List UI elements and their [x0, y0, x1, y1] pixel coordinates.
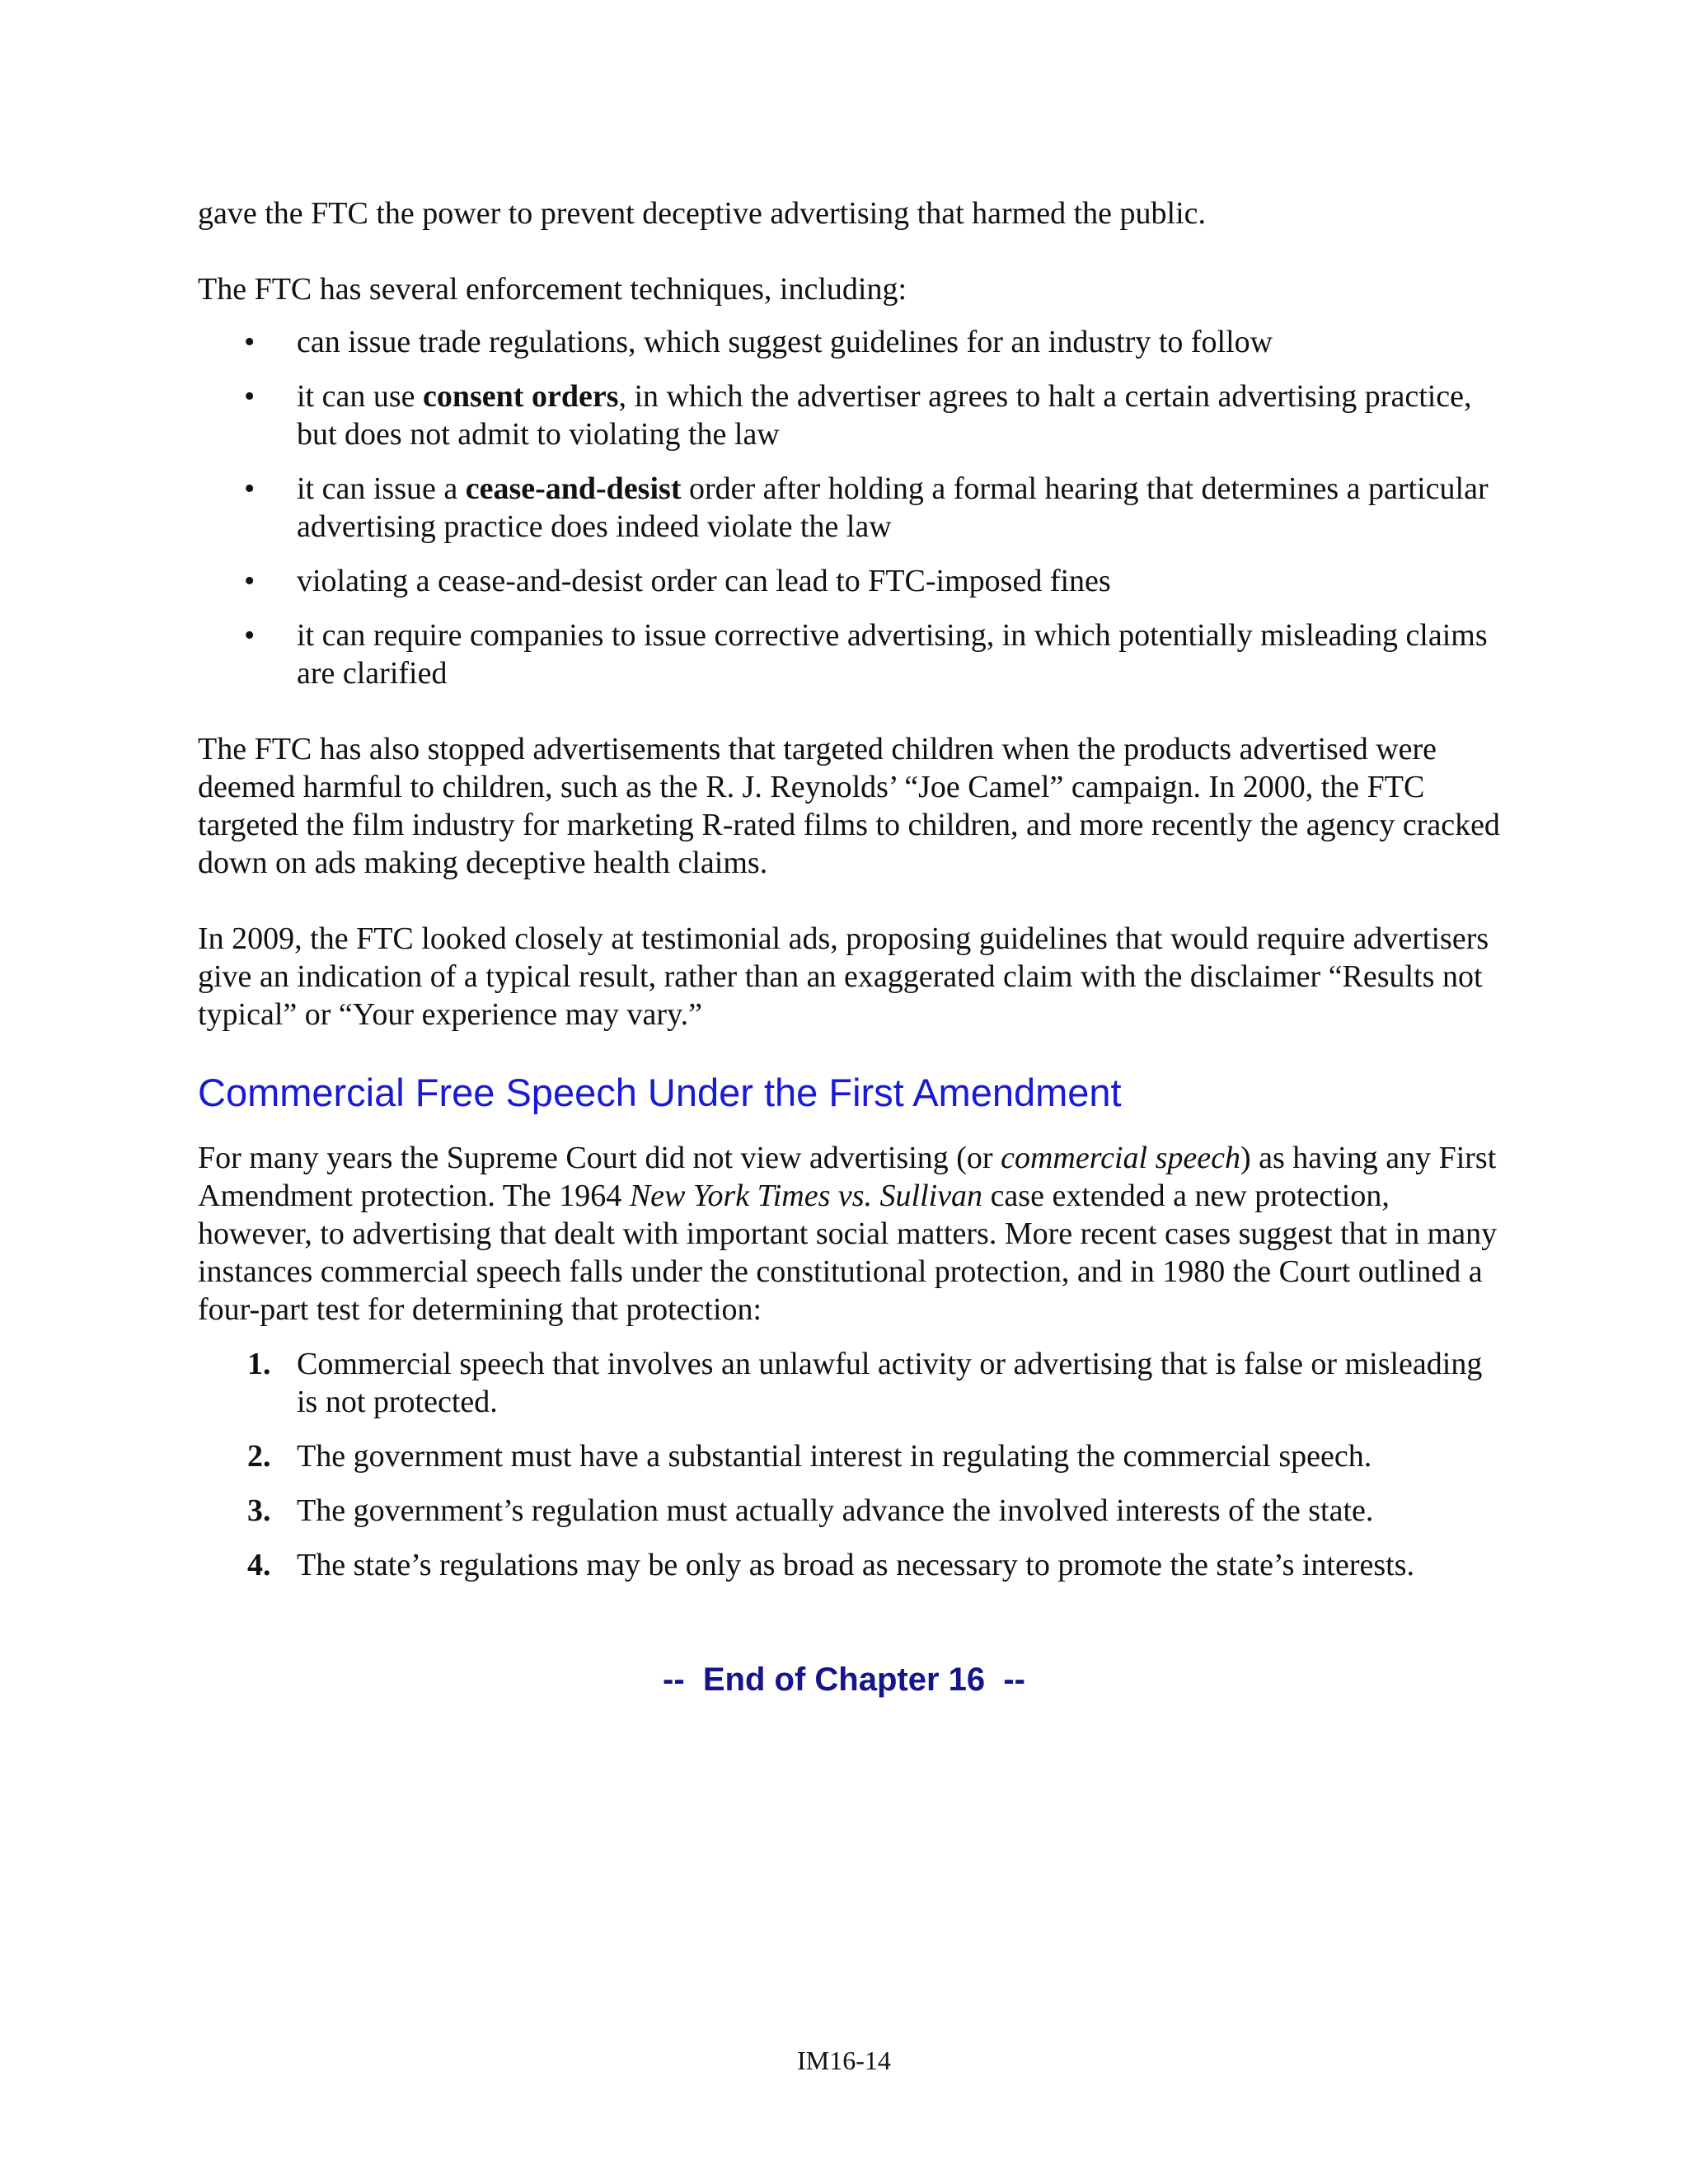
list-item-text: can issue trade regulations, which suggest guidelines for an industry to follow — [297, 325, 1273, 359]
numbered-item — [198, 1437, 1508, 1475]
numbered-item-text: The government must have a substantial interest in regulating the commercial speech. — [297, 1439, 1372, 1474]
text-run: case extended a new protection, however, to advertising that dealt with important social matters. More recent cases suggest that in many instances commercial speech falls under the constitutional protection, and in 1980 the Court outlined a four-part test for determining that protection: — [198, 1179, 1498, 1327]
end-of-chapter-marker: -- End of Chapter 16 -- — [663, 1661, 1025, 1698]
numbered-item — [198, 1546, 1508, 1584]
bullet-marker: • — [244, 564, 256, 598]
text-run: ) as having any First Amendment protection. The 1964 — [198, 1141, 1497, 1213]
bold-term: cease-and-desist — [465, 471, 682, 506]
list-item-text: it can use — [297, 379, 424, 414]
item-number: 1. — [247, 1347, 271, 1381]
children-paragraph: The FTC has also stopped advertisements that targeted children when the products advertised were deemed harmful to children, such as the R. J. Reynolds’ “Joe Camel” campaign. In 2000, the FTC targeted the film industry for marketing R-rated films to children, and more recently the agency cracked down on ads making deceptive health claims. — [198, 732, 1500, 880]
numbered-item-text: The government’s regulation must actually advance the involved interests of the state. — [297, 1493, 1374, 1528]
enforcement-intro: The FTC has several enforcement techniques, including: — [198, 272, 907, 307]
item-number: 2. — [247, 1439, 271, 1474]
bold-term: consent orders — [423, 379, 619, 414]
bullet-marker: • — [244, 379, 256, 414]
four-part-test-list — [198, 1345, 1508, 1584]
list-item — [198, 562, 1508, 600]
commercial-speech-paragraph — [198, 1139, 1508, 1329]
list-item-text: , in which the advertiser agrees to halt a certain advertising practice, but does not admit to violating the law — [297, 379, 1472, 452]
list-item-text: violating a cease-and-desist order can lead to FTC-imposed fines — [297, 564, 1111, 598]
list-item — [198, 323, 1508, 361]
list-item-text: order after holding a formal hearing that determines a particular advertising practice does indeed violate the law — [297, 471, 1489, 544]
bullet-marker: • — [244, 325, 256, 359]
text-run: For many years the Supreme Court did not view advertising (or — [198, 1141, 1001, 1175]
numbered-item-text: The state’s regulations may be only as broad as necessary to promote the state’s interests. — [297, 1548, 1415, 1582]
list-item-text: it can require companies to issue corrective advertising, in which potentially misleading claims are clarified — [297, 618, 1488, 691]
list-item — [198, 616, 1508, 692]
list-item-text: it can issue a — [297, 471, 466, 506]
list-item — [198, 470, 1508, 546]
continuation-paragraph: gave the FTC the power to prevent deceptive advertising that harmed the public. — [198, 196, 1206, 231]
bullet-marker: • — [244, 471, 256, 506]
case-name: New York Times vs. Sullivan — [629, 1179, 983, 1213]
item-number: 3. — [247, 1493, 271, 1528]
numbered-item — [198, 1345, 1508, 1421]
numbered-item — [198, 1492, 1508, 1530]
page-number: IM16-14 — [797, 2046, 891, 2075]
section-heading: Commercial Free Speech Under the First Amendment — [198, 1071, 1122, 1114]
item-number: 4. — [247, 1548, 271, 1582]
page-body — [198, 194, 1508, 1601]
numbered-item-text: Commercial speech that involves an unlawful activity or advertising that is false or misleading is not protected. — [297, 1347, 1483, 1419]
enforcement-list — [198, 323, 1508, 692]
testimonial-paragraph: In 2009, the FTC looked closely at testimonial ads, proposing guidelines that would require advertisers give an indication of a typical result, rather than an exaggerated claim with the disclaimer “Results not typical” or “Your experience may vary.” — [198, 921, 1489, 1032]
list-item — [198, 377, 1508, 453]
bullet-marker: • — [244, 618, 256, 653]
italic-term: commercial speech — [1001, 1141, 1240, 1175]
